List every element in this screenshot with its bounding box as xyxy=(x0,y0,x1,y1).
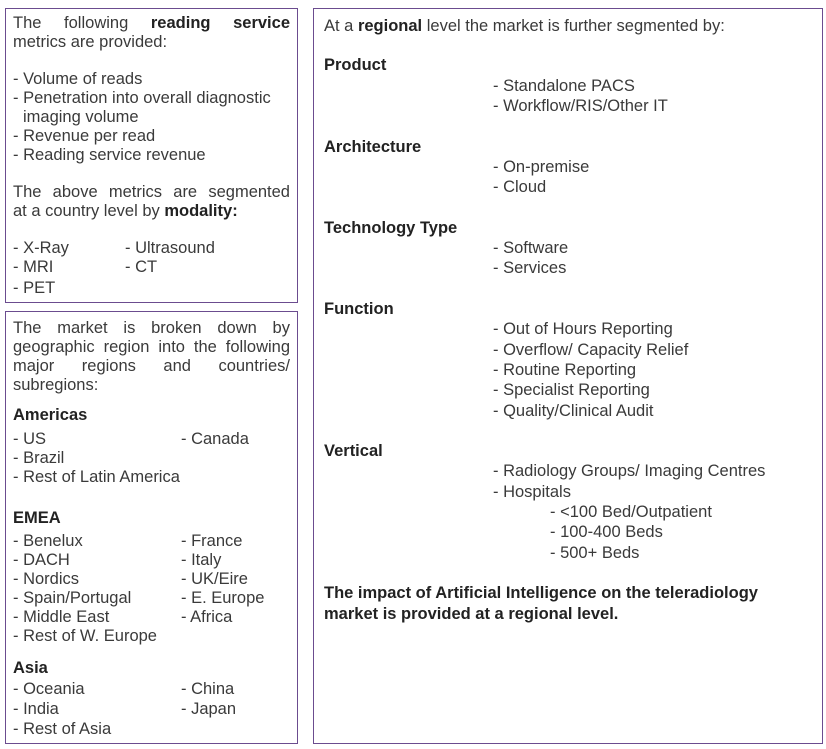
hospital-subitem: - <100 Bed/Outpatient xyxy=(550,503,712,521)
geo-intro-line: The market is broken down by xyxy=(13,319,290,337)
region-item: - Africa xyxy=(181,608,233,626)
segment-item: - Overflow/ Capacity Relief xyxy=(493,341,689,359)
modality-item: - X-Ray xyxy=(13,239,69,257)
regional-intro-text: level the market is further segmented by: xyxy=(426,17,725,35)
geo-intro-line: subregions: xyxy=(13,376,99,394)
region-item: - Rest of W. Europe xyxy=(13,627,157,645)
region-item: - Benelux xyxy=(13,532,83,550)
region-item: - Canada xyxy=(181,430,249,448)
segment-item: - Software xyxy=(493,239,569,257)
segment-title-architecture: Architecture xyxy=(324,138,422,156)
segment-text: at a country level by xyxy=(13,202,160,220)
segment-item: - Workflow/RIS/Other IT xyxy=(493,97,668,115)
modality-item: - MRI xyxy=(13,258,54,276)
segment-item: - Cloud xyxy=(493,178,547,196)
metrics-box xyxy=(5,8,298,303)
metric-item: - Volume of reads xyxy=(13,70,143,88)
segment-item: - Out of Hours Reporting xyxy=(493,320,673,338)
geography-box xyxy=(5,311,298,744)
hospital-subitem: - 100-400 Beds xyxy=(550,523,663,541)
regional-box xyxy=(313,8,823,744)
segment-item: - Hospitals xyxy=(493,483,571,501)
metric-item: - Revenue per read xyxy=(13,127,156,145)
region-item: - India xyxy=(13,700,59,718)
region-item: - Italy xyxy=(181,551,222,569)
region-item: - Spain/Portugal xyxy=(13,589,132,607)
segment-item: - Specialist Reporting xyxy=(493,381,650,399)
region-item: - Middle East xyxy=(13,608,110,626)
region-title-asia: Asia xyxy=(13,659,48,677)
region-title-emea: EMEA xyxy=(13,509,61,527)
segment-line2 xyxy=(13,202,238,221)
segment-line1: The above metrics are segmented xyxy=(13,183,290,201)
modality-item: - CT xyxy=(125,258,158,276)
region-title-americas: Americas xyxy=(13,406,88,424)
segment-item: - Routine Reporting xyxy=(493,361,637,379)
intro-bold: reading service xyxy=(150,14,290,32)
region-item: - E. Europe xyxy=(181,589,265,607)
geo-intro-line: geographic region into the following xyxy=(13,338,290,356)
region-item: - Oceania xyxy=(13,680,85,698)
region-item: - UK/Eire xyxy=(181,570,248,588)
region-item: - Nordics xyxy=(13,570,80,588)
segment-item: - Radiology Groups/ Imaging Centres xyxy=(493,462,766,480)
segment-title-product: Product xyxy=(324,56,387,74)
region-item: - Rest of Latin America xyxy=(13,468,180,486)
regional-intro-text: At a xyxy=(324,17,354,35)
metrics-intro-line2: metrics are provided: xyxy=(13,33,168,51)
segment-title-technology: Technology Type xyxy=(324,219,458,237)
hospital-subitem: - 500+ Beds xyxy=(550,544,640,562)
metric-item: imaging volume xyxy=(23,108,139,126)
metric-item: - Penetration into overall diagnostic xyxy=(13,89,271,107)
segment-title-function: Function xyxy=(324,300,394,318)
region-item: - DACH xyxy=(13,551,70,569)
region-item: - France xyxy=(181,532,243,550)
geo-intro-line: major regions and countries/ xyxy=(13,357,290,375)
region-item: - Japan xyxy=(181,700,237,718)
ai-conclusion-line1: The impact of Artificial Intelligence on the teleradiology xyxy=(324,584,758,602)
segment-item: - Services xyxy=(493,259,567,277)
modality-item: - Ultrasound xyxy=(125,239,215,257)
regional-intro-bold: regional xyxy=(357,17,423,35)
segment-item: - On-premise xyxy=(493,158,590,176)
segment-bold: modality: xyxy=(164,202,238,220)
metric-item: - Reading service revenue xyxy=(13,146,206,164)
region-item: - Rest of Asia xyxy=(13,720,112,738)
segment-item: - Standalone PACS xyxy=(493,77,635,95)
region-item: - Brazil xyxy=(13,449,65,467)
segment-title-vertical: Vertical xyxy=(324,442,383,460)
metrics-intro-line1 xyxy=(13,14,290,33)
ai-conclusion-line2: market is provided at a regional level. xyxy=(324,605,619,623)
region-item: - China xyxy=(181,680,235,698)
segment-item: - Quality/Clinical Audit xyxy=(493,402,654,420)
region-item: - US xyxy=(13,430,46,448)
regional-intro xyxy=(324,17,725,36)
intro-text: The following xyxy=(13,14,129,32)
modality-item: - PET xyxy=(13,279,56,297)
